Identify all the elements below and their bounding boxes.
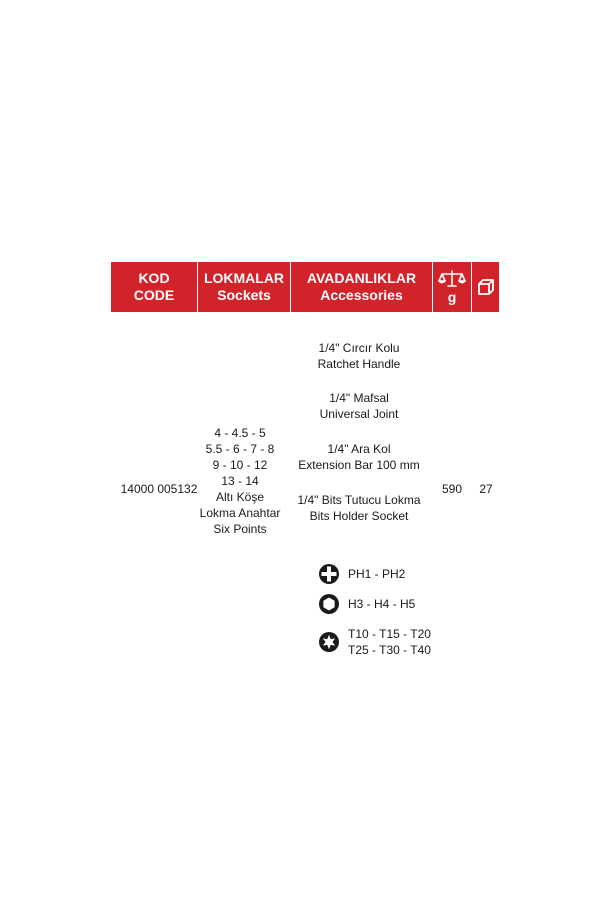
product-code: 14000 005132	[120, 482, 198, 496]
accessory-name-en: Extension Bar 100 mm	[298, 458, 420, 472]
accessory-name-tr: 1/4" Bits Tutucu Lokma	[297, 493, 421, 507]
header-sockets-tr: LOKMALAR	[203, 270, 285, 286]
accessory-name-tr: 1/4" Cırcır Kolu	[318, 341, 400, 355]
bit-sizes: PH1 - PH2	[348, 567, 406, 581]
bit-hex	[318, 593, 415, 615]
bit-sizes: T25 - T30 - T40	[348, 643, 431, 657]
header-accessories	[291, 262, 432, 312]
accessory-ratchet	[286, 340, 432, 372]
sockets-list	[194, 425, 286, 537]
accessory-universal-joint	[286, 390, 432, 422]
socket-line: 5.5 - 6 - 7 - 8	[205, 442, 275, 456]
weight-value: 590	[441, 482, 463, 496]
socket-line: Lokma Anahtar	[199, 506, 281, 520]
accessory-bits-holder	[286, 492, 432, 524]
scale-icon	[438, 269, 466, 289]
bit-sizes: T10 - T15 - T20	[348, 627, 431, 641]
header-code-en: CODE	[133, 287, 175, 303]
accessory-name-tr: 1/4" Mafsal	[329, 391, 389, 405]
header-weight	[433, 262, 471, 312]
phillips-icon	[318, 563, 340, 585]
bit-torx	[318, 626, 431, 658]
accessory-extension-bar	[286, 441, 432, 473]
header-sockets-en: Sockets	[217, 287, 271, 303]
socket-line: 4 - 4.5 - 5	[214, 426, 266, 440]
header-code	[111, 262, 197, 312]
accessory-name-en: Bits Holder Socket	[309, 509, 409, 523]
torx-icon	[318, 631, 340, 653]
bit-sizes: H3 - H4 - H5	[348, 597, 416, 611]
socket-line: Altı Köşe	[215, 490, 265, 504]
header-accessories-tr: AVADANLIKLAR	[306, 270, 417, 286]
piece-count: 27	[479, 482, 493, 496]
box-icon	[476, 277, 496, 297]
bit-phillips	[318, 563, 405, 585]
header-weight-unit: g	[447, 288, 457, 305]
accessory-name-tr: 1/4" Ara Kol	[327, 442, 391, 456]
header-code-tr: KOD	[138, 270, 170, 286]
accessory-name-en: Universal Joint	[319, 407, 399, 421]
socket-line: 13 - 14	[221, 474, 259, 488]
accessory-name-en: Ratchet Handle	[317, 357, 401, 371]
header-accessories-en: Accessories	[320, 287, 403, 303]
hex-icon	[318, 593, 340, 615]
socket-line: Six Points	[213, 522, 267, 536]
header-count	[472, 262, 499, 312]
header-sockets	[198, 262, 290, 312]
socket-line: 9 - 10 - 12	[212, 458, 268, 472]
